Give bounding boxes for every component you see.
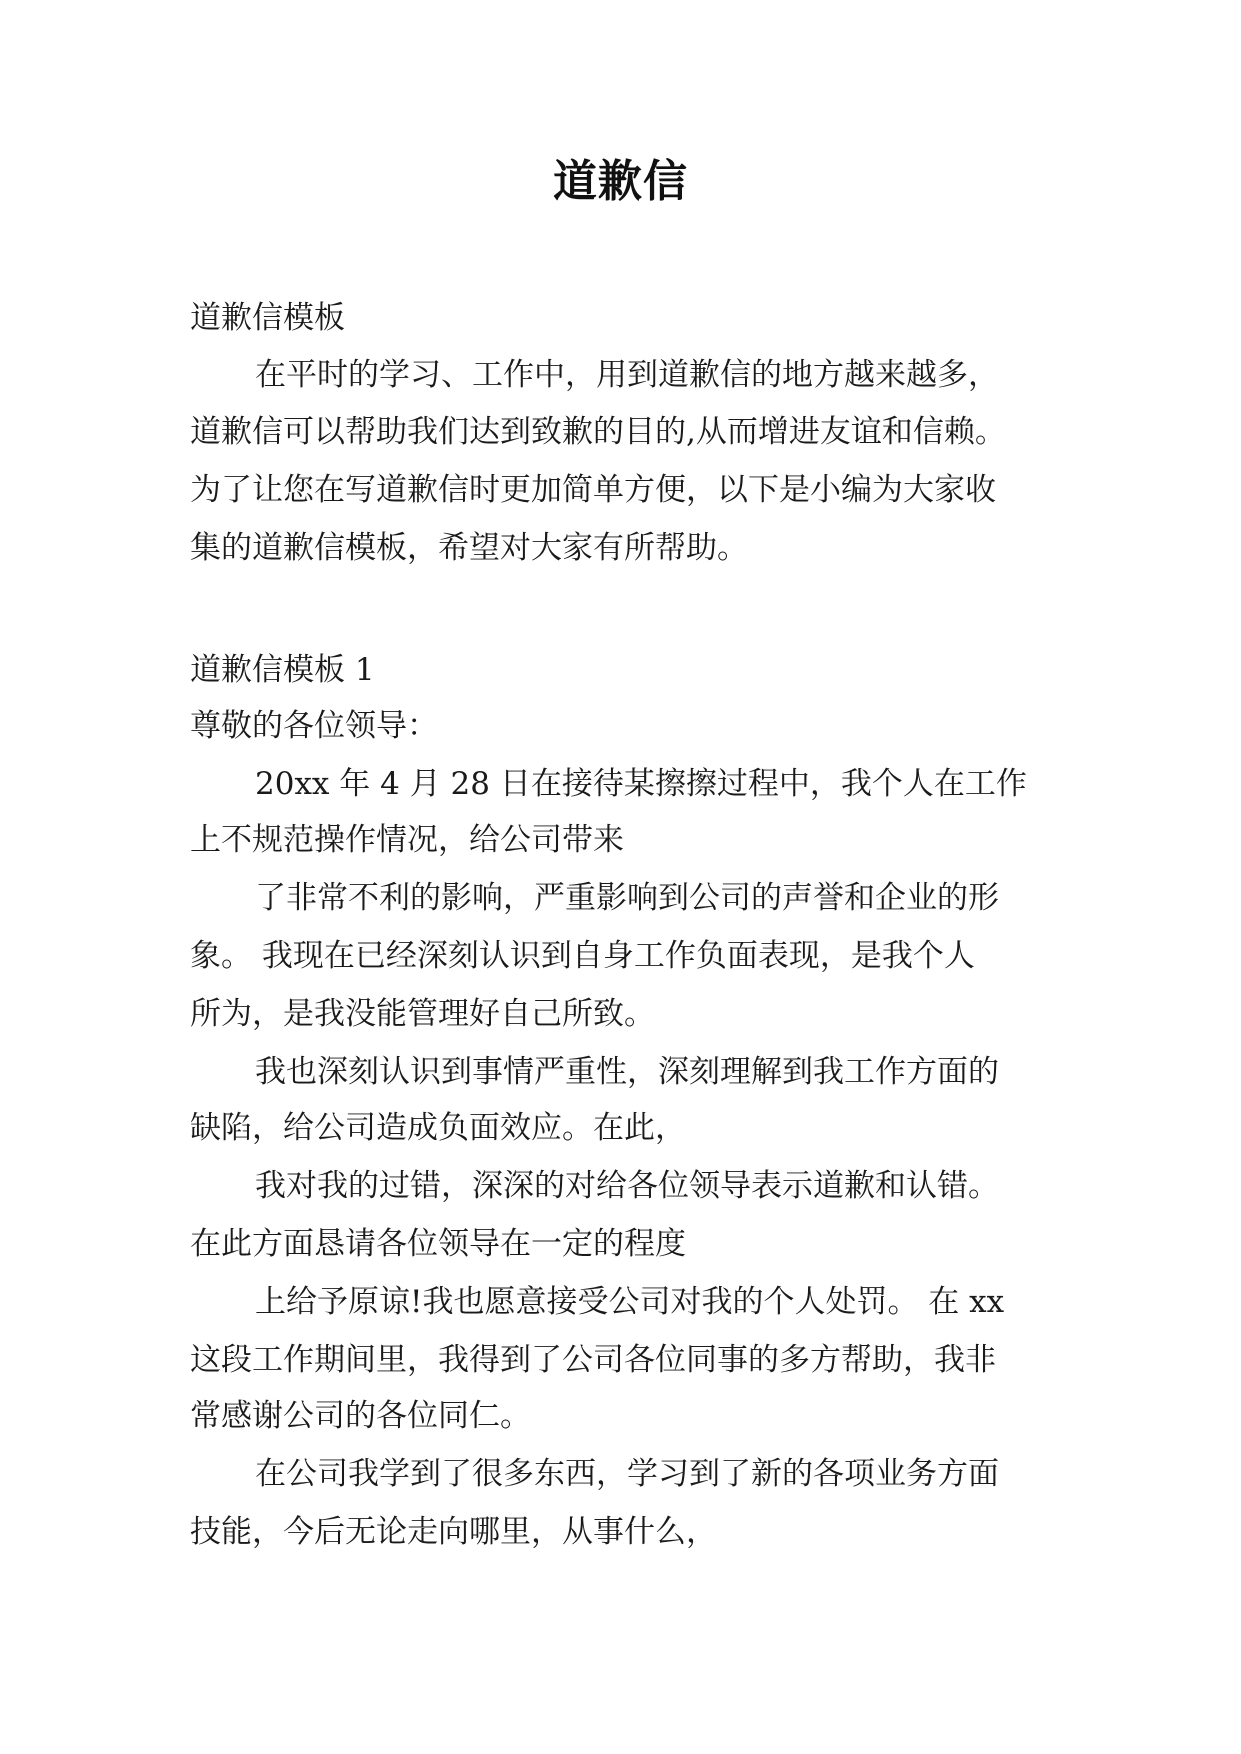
paragraph-line: 所为，是我没能管理好自己所致。 [190, 996, 655, 1032]
salutation: 尊敬的各位领导： [190, 708, 438, 744]
paragraph-line: 我也深刻认识到事情严重性，深刻理解到我工作方面的 [255, 1054, 999, 1090]
paragraph-line: 在平时的学习、工作中，用到道歉信的地方越来越多， [255, 357, 999, 393]
paragraph-line: 道歉信可以帮助我们达到致歉的目的,从而增进友谊和信赖。 [190, 414, 1006, 450]
paragraph-line: 了非常不利的影响，严重影响到公司的声誉和企业的形 [255, 880, 999, 916]
document-title: 道歉信 [553, 156, 688, 207]
section-heading: 道歉信模板 1 [190, 652, 375, 688]
paragraph-line: 在公司我学到了很多东西，学习到了新的各项业务方面 [255, 1456, 999, 1492]
paragraph-line: 象。 我现在已经深刻认识到自身工作负面表现，是我个人 [190, 938, 975, 974]
paragraph-line: 在此方面恳请各位领导在一定的程度 [190, 1226, 686, 1262]
paragraph-line: 20xx 年 4 月 28 日在接待某擦擦过程中，我个人在工作 [255, 766, 1027, 802]
paragraph-line: 常感谢公司的各位同仁。 [190, 1398, 531, 1434]
paragraph-line: 为了让您在写道歉信时更加简单方便，以下是小编为大家收 [190, 472, 996, 508]
paragraph-line: 集的道歉信模板，希望对大家有所帮助。 [190, 530, 748, 566]
paragraph-line: 这段工作期间里，我得到了公司各位同事的多方帮助，我非 [190, 1342, 996, 1378]
paragraph-line: 缺陷，给公司造成负面效应。在此， [190, 1110, 686, 1146]
section-heading: 道歉信模板 [190, 300, 345, 336]
paragraph-line: 上给予原谅!我也愿意接受公司对我的个人处罚。 在 xx [255, 1284, 1005, 1320]
paragraph-line: 我对我的过错，深深的对给各位领导表示道歉和认错。 [255, 1168, 999, 1204]
paragraph-line: 上不规范操作情况，给公司带来 [190, 822, 624, 858]
paragraph-line: 技能，今后无论走向哪里，从事什么， [190, 1514, 717, 1550]
